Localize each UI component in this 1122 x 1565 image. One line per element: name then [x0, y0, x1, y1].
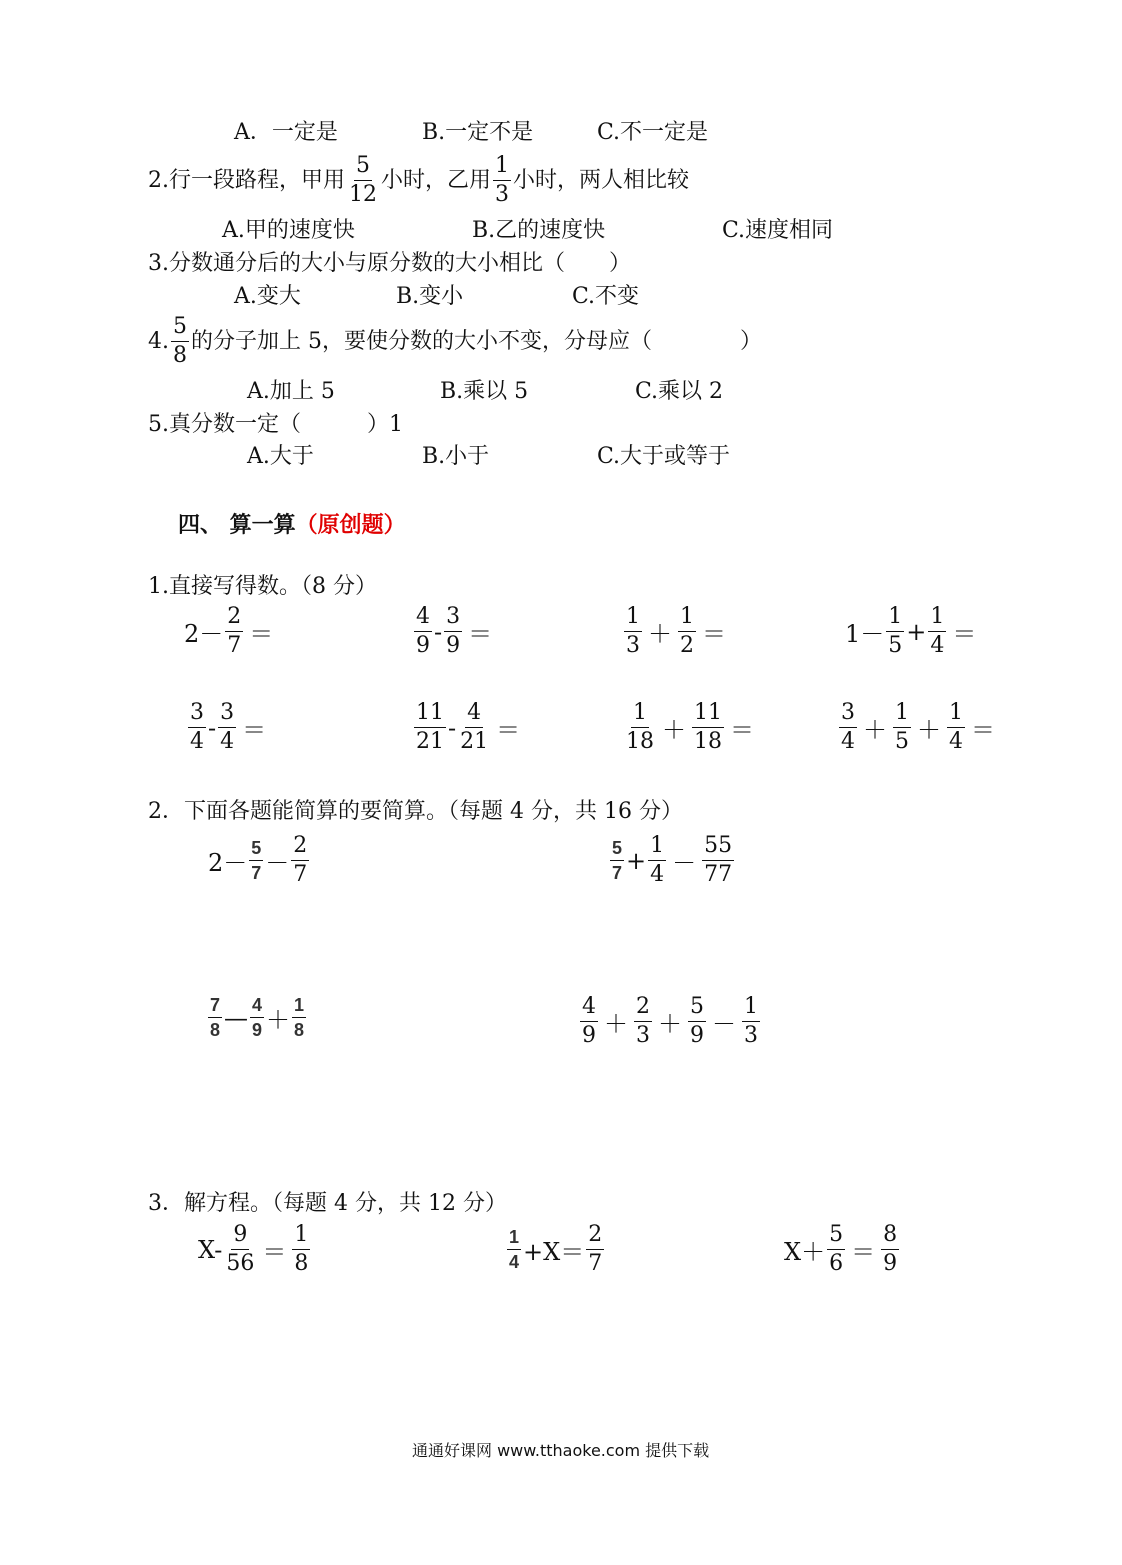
operator: ＋	[604, 1010, 628, 1038]
q2-option-c: C.速度相同	[722, 218, 834, 243]
denominator: 2	[680, 633, 694, 658]
question-5: 5.真分数一定（ ）1	[148, 412, 403, 437]
numerator: 4	[250, 996, 264, 1018]
denominator: 9	[883, 1251, 898, 1276]
denominator: 8	[294, 1020, 305, 1040]
q4-option-c: C.乘以 2	[635, 379, 724, 404]
numerator: 7	[208, 996, 222, 1018]
part3-equation-2	[505, 1224, 606, 1275]
q2-post: 小时，两人相比较	[513, 167, 690, 193]
numerator: 2	[225, 606, 243, 632]
numerator: 3	[218, 702, 236, 728]
operator: ＋	[662, 716, 686, 744]
denominator: 9	[582, 1023, 596, 1048]
fraction	[742, 996, 760, 1047]
denominator: 4	[930, 633, 945, 658]
denominator: 7	[588, 1251, 603, 1276]
q5-option-b: B.小于	[422, 444, 490, 469]
operator: -	[434, 617, 443, 646]
footer-text: 通通好课网 www.tthaoke.com 提供下载	[412, 1441, 710, 1460]
q3-option-a: A.变大	[234, 284, 301, 309]
fraction	[171, 316, 189, 367]
numerator: 1	[678, 606, 696, 632]
fraction	[893, 702, 911, 753]
fraction	[493, 155, 511, 206]
denominator: 4	[949, 729, 963, 754]
q5-option-c: C.大于或等于	[597, 444, 731, 469]
operator: -	[208, 713, 217, 742]
numerator: 1	[292, 996, 306, 1018]
numerator: 5	[171, 316, 189, 342]
numerator: 1	[928, 606, 946, 632]
part2-expr-4	[578, 996, 762, 1047]
fraction	[610, 839, 624, 882]
fraction	[218, 702, 236, 753]
denominator: 7	[251, 863, 262, 883]
numerator: 3	[839, 702, 857, 728]
question-4	[148, 316, 762, 367]
numerator: 3	[188, 702, 206, 728]
q2-mid: 小时，乙用	[381, 167, 492, 193]
operator: ＋	[917, 716, 941, 744]
fraction	[249, 839, 263, 882]
operator: -	[448, 713, 457, 742]
denominator: 21	[460, 729, 489, 754]
fraction	[292, 1224, 310, 1275]
q4-post: 的分子加上 5，要使分数的大小不变，分母应（ ）	[191, 328, 762, 354]
denominator: 4	[841, 729, 855, 754]
denominator: 4	[220, 729, 235, 754]
part1-expr-4	[845, 606, 980, 657]
operator: —	[224, 1003, 249, 1032]
term: 2－	[184, 620, 224, 648]
part1-title: 1.直接写得数。（8 分）	[148, 574, 377, 599]
fraction	[648, 835, 666, 886]
numerator: 1	[886, 606, 904, 632]
numerator: 11	[414, 702, 446, 728]
numerator: 4	[465, 702, 483, 728]
part2-expr-2	[608, 835, 736, 886]
numerator: 2	[291, 835, 309, 861]
q4-option-b: B.乘以 5	[440, 379, 529, 404]
numerator: 8	[881, 1224, 899, 1250]
denominator: 21	[416, 729, 444, 754]
denominator: 77	[704, 862, 733, 887]
part1-expr-5	[186, 702, 270, 753]
equals-sign: ＝	[851, 1238, 876, 1266]
numerator: 4	[414, 606, 432, 632]
denominator: 7	[293, 862, 308, 887]
denominator: 9	[446, 633, 461, 658]
question-2	[148, 155, 689, 206]
fraction	[224, 1224, 256, 1275]
equals-sign: ＝	[468, 620, 493, 648]
q5-option-a: A.大于	[247, 444, 314, 469]
denominator: 18	[626, 729, 654, 754]
denominator: 8	[294, 1251, 309, 1276]
part3-equation-3	[784, 1224, 901, 1275]
q1-option-a: A．一定是	[234, 120, 338, 145]
operator: ＋	[863, 716, 887, 744]
equals-sign: ＝	[702, 620, 726, 648]
operator: －	[265, 849, 290, 877]
part1-expr-1	[184, 606, 277, 657]
denominator: 5	[895, 729, 909, 754]
numerator: 5	[610, 839, 624, 861]
denominator: 3	[744, 1023, 758, 1048]
q2-pre: 2.行一段路程，甲用	[148, 167, 345, 193]
fraction	[947, 702, 965, 753]
fraction	[291, 835, 309, 886]
operator: ＋	[658, 1010, 682, 1038]
q3-option-c: C.不变	[572, 284, 640, 309]
denominator: 4	[509, 1252, 520, 1272]
operator: +	[906, 617, 927, 646]
denominator: 6	[829, 1251, 844, 1276]
denominator: 4	[190, 729, 204, 754]
operator: +	[626, 846, 647, 875]
denominator: 5	[888, 633, 903, 658]
numerator: 5	[688, 996, 706, 1022]
numerator: 1	[292, 1224, 310, 1250]
equals-sign: ＝	[496, 716, 521, 744]
fraction	[839, 702, 857, 753]
fraction	[188, 702, 206, 753]
numerator: 11	[692, 702, 724, 728]
denominator: 12	[349, 182, 377, 207]
fraction	[692, 702, 724, 753]
part2-title: 2．下面各题能简算的要简算。（每题 4 分，共 16 分）	[148, 799, 683, 824]
operator: ＋	[266, 1006, 291, 1034]
q2-option-b: B.乙的速度快	[472, 218, 606, 243]
part2-expr-1	[208, 835, 311, 886]
fraction	[347, 155, 379, 206]
fraction	[886, 606, 904, 657]
operator: ＋	[648, 620, 672, 648]
part3-equation-1	[198, 1224, 312, 1275]
q1-option-c: C.不一定是	[597, 120, 709, 145]
numerator: 1	[742, 996, 760, 1022]
part2-expr-3	[206, 996, 308, 1039]
fraction	[444, 606, 462, 657]
numerator: 1	[624, 606, 642, 632]
part3-title: 3．解方程。（每题 4 分，共 12 分）	[148, 1191, 507, 1216]
q4-pre: 4.	[148, 328, 169, 354]
fraction	[225, 606, 243, 657]
fraction	[580, 996, 598, 1047]
denominator: 9	[252, 1020, 263, 1040]
fraction	[292, 996, 306, 1039]
operator: －	[672, 849, 697, 877]
q2-option-a: A.甲的速度快	[222, 218, 355, 243]
part1-expr-7	[622, 702, 758, 753]
term: +X＝	[523, 1238, 585, 1266]
denominator: 3	[626, 633, 640, 658]
section-note: （原创题）	[295, 513, 406, 538]
denominator: 7	[612, 863, 623, 883]
equals-sign: ＝	[249, 620, 274, 648]
denominator: 3	[636, 1023, 650, 1048]
fraction	[881, 1224, 899, 1275]
part1-expr-3	[622, 606, 730, 657]
fraction	[458, 702, 490, 753]
denominator: 8	[173, 343, 187, 368]
fraction	[208, 996, 222, 1039]
equals-sign: ＝	[262, 1238, 287, 1266]
fraction	[414, 702, 446, 753]
numerator: 3	[444, 606, 462, 632]
section-title: 四、 算一算	[178, 513, 296, 538]
part1-expr-8	[837, 702, 999, 753]
section-heading	[178, 508, 406, 539]
fraction	[586, 1224, 604, 1275]
denominator: 56	[226, 1251, 255, 1276]
fraction	[507, 1228, 521, 1271]
numerator: 4	[580, 996, 598, 1022]
term: X-	[198, 1235, 223, 1264]
term: X＋	[784, 1238, 826, 1266]
numerator: 55	[702, 835, 734, 861]
denominator: 3	[495, 182, 510, 207]
numerator: 2	[586, 1224, 604, 1250]
numerator: 1	[947, 702, 965, 728]
numerator: 1	[648, 835, 666, 861]
equals-sign: ＝	[971, 716, 995, 744]
fraction	[678, 606, 696, 657]
numerator: 2	[634, 996, 652, 1022]
term: 1－	[845, 620, 885, 648]
denominator: 18	[694, 729, 722, 754]
denominator: 4	[650, 862, 665, 887]
q4-option-a: A.加上 5	[247, 379, 335, 404]
numerator: 5	[354, 155, 372, 181]
fraction	[414, 606, 432, 657]
q1-option-b: B.一定不是	[422, 120, 534, 145]
fraction	[702, 835, 734, 886]
question-3: 3.分数通分后的大小与原分数的大小相比（ ）	[148, 251, 631, 276]
fraction	[624, 606, 642, 657]
fraction	[624, 702, 656, 753]
fraction	[688, 996, 706, 1047]
numerator: 5	[827, 1224, 845, 1250]
numerator: 1	[507, 1228, 521, 1250]
denominator: 9	[416, 633, 430, 658]
q3-option-b: B.变小	[396, 284, 464, 309]
fraction	[250, 996, 264, 1039]
denominator: 7	[227, 633, 242, 658]
term: 2－	[208, 849, 248, 877]
part1-expr-6	[412, 702, 524, 753]
fraction	[634, 996, 652, 1047]
operator: －	[712, 1010, 736, 1038]
numerator: 9	[231, 1224, 249, 1250]
fraction	[928, 606, 946, 657]
denominator: 8	[210, 1020, 221, 1040]
equals-sign: ＝	[730, 716, 754, 744]
part1-expr-2	[412, 606, 496, 657]
denominator: 9	[690, 1023, 704, 1048]
numerator: 5	[249, 839, 263, 861]
numerator: 1	[631, 702, 649, 728]
equals-sign: ＝	[242, 716, 267, 744]
numerator: 1	[493, 155, 511, 181]
fraction	[827, 1224, 845, 1275]
equals-sign: ＝	[952, 620, 977, 648]
numerator: 1	[893, 702, 911, 728]
